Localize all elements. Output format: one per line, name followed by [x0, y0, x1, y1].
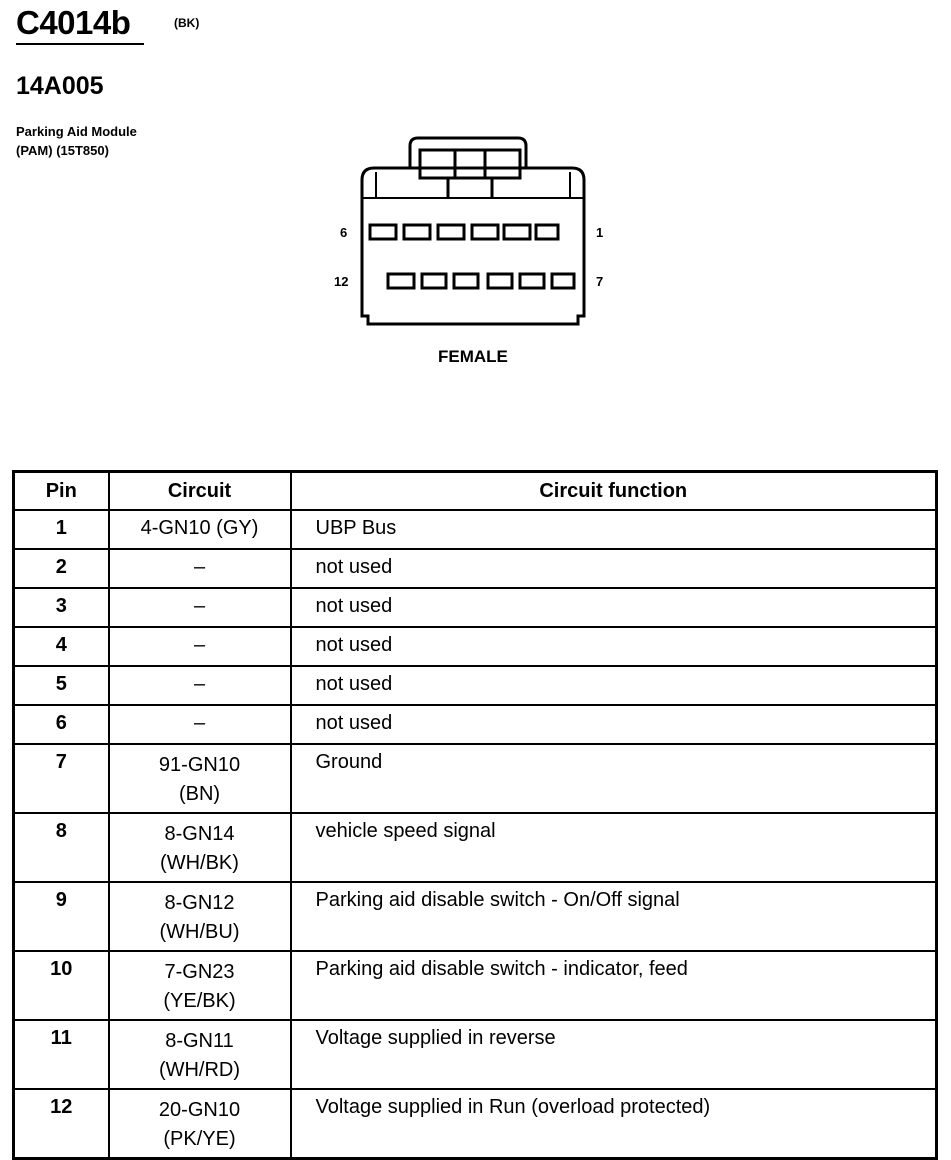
pin-number: 1	[14, 510, 109, 549]
circuit-code: 8-GN12	[164, 892, 235, 914]
table-row	[14, 627, 937, 666]
pin-number: 8	[14, 813, 109, 882]
cavity-4	[438, 225, 464, 239]
circuit-code: –	[109, 549, 291, 588]
circuit-cell	[109, 951, 291, 1020]
table-row	[14, 1020, 937, 1089]
pin-number: 11	[14, 1020, 109, 1089]
circuit-cell	[109, 882, 291, 951]
circuit-code: –	[109, 588, 291, 627]
pin-number: 6	[14, 705, 109, 744]
cavity-5	[404, 225, 430, 239]
circuit-function: Voltage supplied in reverse	[291, 1020, 937, 1089]
circuit-cell	[109, 744, 291, 813]
table-row	[14, 1089, 937, 1159]
table-header-row	[14, 472, 937, 511]
cavity-12	[388, 274, 414, 288]
pin-label-top-left: 6	[340, 225, 348, 240]
circuit-code: 7-GN23	[164, 961, 235, 983]
circuit-code: 8-GN14	[164, 823, 235, 845]
wire-color: (WH/BU)	[159, 921, 240, 943]
circuit-cell	[109, 1020, 291, 1089]
table-row	[14, 588, 937, 627]
pin-number: 5	[14, 666, 109, 705]
wire-color: (WH/BK)	[160, 852, 239, 874]
pin-number: 12	[14, 1089, 109, 1159]
pin-label-bottom-right: 7	[596, 274, 604, 289]
connector-face-diagram	[0, 0, 951, 400]
wire-color: (YE/BK)	[163, 990, 236, 1012]
circuit-cell	[109, 1089, 291, 1159]
module-code: (PAM) (15T850)	[16, 143, 109, 158]
table-row	[14, 549, 937, 588]
circuit-function: Parking aid disable switch - indicator, feed	[291, 951, 937, 1020]
table-row	[14, 813, 937, 882]
circuit-function: Voltage supplied in Run (overload protected)	[291, 1089, 937, 1159]
pin-label-bottom-left: 12	[334, 274, 349, 289]
pin-number: 4	[14, 627, 109, 666]
table-row	[14, 510, 937, 549]
circuit-function: not used	[291, 588, 937, 627]
cavity-1	[536, 225, 558, 239]
circuit-cell	[109, 813, 291, 882]
cavity-9	[488, 274, 512, 288]
latch-inner	[420, 150, 520, 178]
pin-column-header: Pin	[14, 472, 109, 511]
cavity-7	[552, 274, 574, 288]
circuit-function: UBP Bus	[291, 510, 937, 549]
table-row	[14, 705, 937, 744]
circuit-function: vehicle speed signal	[291, 813, 937, 882]
wire-color: (BN)	[178, 783, 221, 805]
module-name: Parking Aid Module	[16, 124, 137, 139]
circuit-code: –	[109, 627, 291, 666]
table-row	[14, 666, 937, 705]
circuit-code: –	[109, 666, 291, 705]
connector-latch	[410, 138, 526, 168]
pin-number: 7	[14, 744, 109, 813]
cavity-6	[370, 225, 396, 239]
connector-color: (BK)	[174, 16, 200, 30]
pinout-table	[12, 470, 938, 1160]
wire-color: (PK/YE)	[163, 1128, 236, 1150]
cavity-3	[472, 225, 498, 239]
part-number: 14A005	[16, 72, 104, 100]
pin-number: 9	[14, 882, 109, 951]
cavity-2	[504, 225, 530, 239]
cavity-11	[422, 274, 446, 288]
pin-label-top-right: 1	[596, 225, 604, 240]
circuit-function: not used	[291, 705, 937, 744]
circuit-function: Parking aid disable switch - On/Off signal	[291, 882, 937, 951]
circuit-function: not used	[291, 549, 937, 588]
circuit-function: not used	[291, 666, 937, 705]
connector-body	[362, 168, 584, 324]
pin-number: 2	[14, 549, 109, 588]
function-column-header: Circuit function	[291, 472, 937, 511]
circuit-code: 4-GN10 (GY)	[109, 510, 291, 549]
circuit-code: 91-GN10	[158, 754, 241, 776]
connector-gender-label: FEMALE	[438, 347, 508, 366]
circuit-column-header: Circuit	[109, 472, 291, 511]
pin-number: 10	[14, 951, 109, 1020]
wire-color: (WH/RD)	[158, 1059, 241, 1081]
cavity-8	[520, 274, 544, 288]
table-row	[14, 882, 937, 951]
table-row	[14, 951, 937, 1020]
connector-id: C4014b	[16, 4, 131, 41]
table-row	[14, 744, 937, 813]
pin-number: 3	[14, 588, 109, 627]
circuit-code: –	[109, 705, 291, 744]
circuit-function: not used	[291, 627, 937, 666]
circuit-function: Ground	[291, 744, 937, 813]
cavity-10	[454, 274, 478, 288]
circuit-code: 20-GN10	[158, 1099, 241, 1121]
circuit-code: 8-GN11	[165, 1030, 234, 1052]
